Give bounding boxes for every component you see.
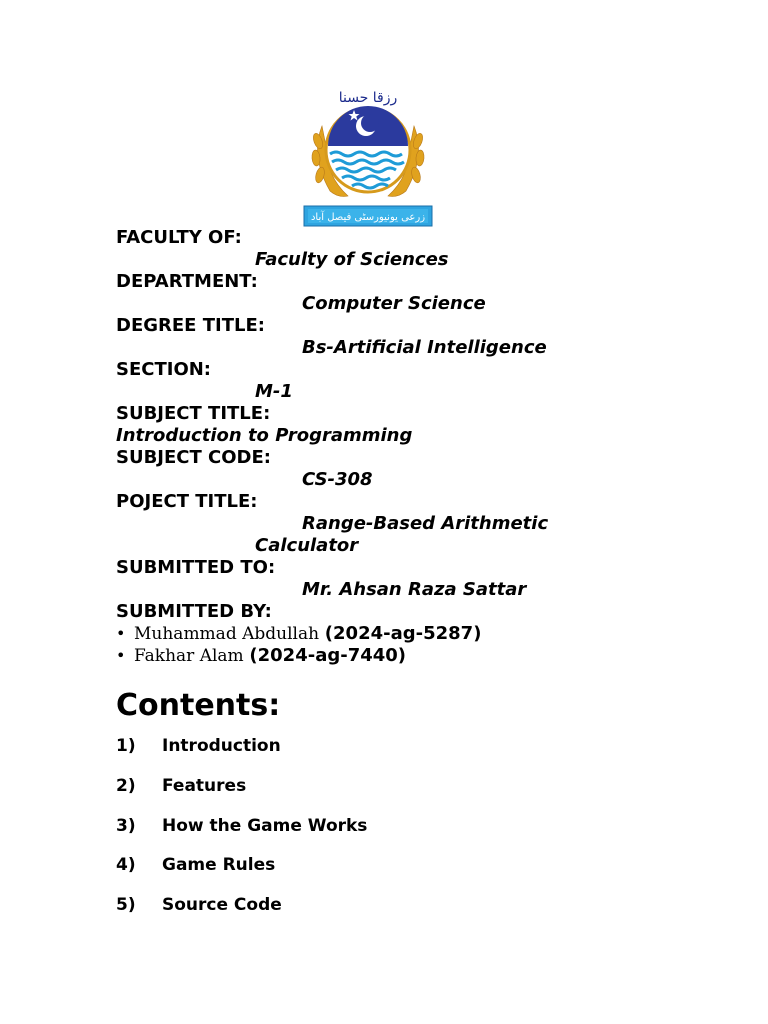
toc-item — [116, 855, 275, 875]
toc-item — [116, 776, 246, 796]
project-title-label: POJECT TITLE: — [116, 491, 258, 512]
toc-item — [116, 816, 367, 836]
university-logo-icon — [300, 86, 436, 230]
logo-arabic-text: رزقا حسنا — [338, 90, 398, 106]
subject-title-value: Introduction to Programming — [116, 425, 413, 446]
degree-label: DEGREE TITLE: — [116, 315, 265, 336]
faculty-value: Faculty of Sciences — [255, 249, 449, 270]
project-title-value-line2: Calculator — [255, 535, 359, 556]
department-label: DEPARTMENT: — [116, 271, 258, 292]
contents-heading: Contents: — [116, 688, 281, 723]
toc-label: Game Rules — [162, 855, 276, 875]
submitter-item — [116, 623, 481, 645]
project-title-value-line1: Range-Based Arithmetic — [302, 513, 549, 534]
submitted-to-label: SUBMITTED TO: — [116, 557, 276, 578]
toc-number: 2) — [116, 776, 136, 796]
toc-item — [116, 736, 281, 756]
toc-label: How the Game Works — [162, 816, 368, 836]
submitted-by-label: SUBMITTED BY: — [116, 601, 272, 622]
submitter-id: (2024-ag-5287) — [324, 623, 482, 644]
toc-label: Features — [162, 776, 247, 796]
bullet-icon: • — [116, 624, 126, 643]
degree-value: Bs-Artificial Intelligence — [302, 337, 547, 358]
bullet-icon: • — [116, 646, 126, 665]
section-value: M-1 — [255, 381, 293, 402]
submitter-name: Fakhar Alam — [134, 646, 244, 666]
subject-title-label: SUBJECT TITLE: — [116, 403, 271, 424]
toc-item — [116, 895, 282, 915]
submitter-item — [116, 645, 406, 667]
logo-urdu-text: زرعی یونیورسٹی فیصل آباد — [310, 212, 426, 223]
faculty-label: FACULTY OF: — [116, 227, 242, 248]
submitted-to-value: Mr. Ahsan Raza Sattar — [302, 579, 527, 600]
submitter-id: (2024-ag-7440) — [249, 645, 407, 666]
toc-number: 5) — [116, 895, 136, 915]
subject-code-value: CS-308 — [302, 469, 373, 490]
section-label: SECTION: — [116, 359, 212, 380]
toc-label: Source Code — [162, 895, 282, 915]
toc-number: 1) — [116, 736, 136, 756]
subject-code-label: SUBJECT CODE: — [116, 447, 271, 468]
submitter-name: Muhammad Abdullah — [134, 624, 320, 644]
toc-number: 4) — [116, 855, 136, 875]
toc-number: 3) — [116, 816, 136, 836]
department-value: Computer Science — [302, 293, 486, 314]
toc-label: Introduction — [162, 736, 281, 756]
